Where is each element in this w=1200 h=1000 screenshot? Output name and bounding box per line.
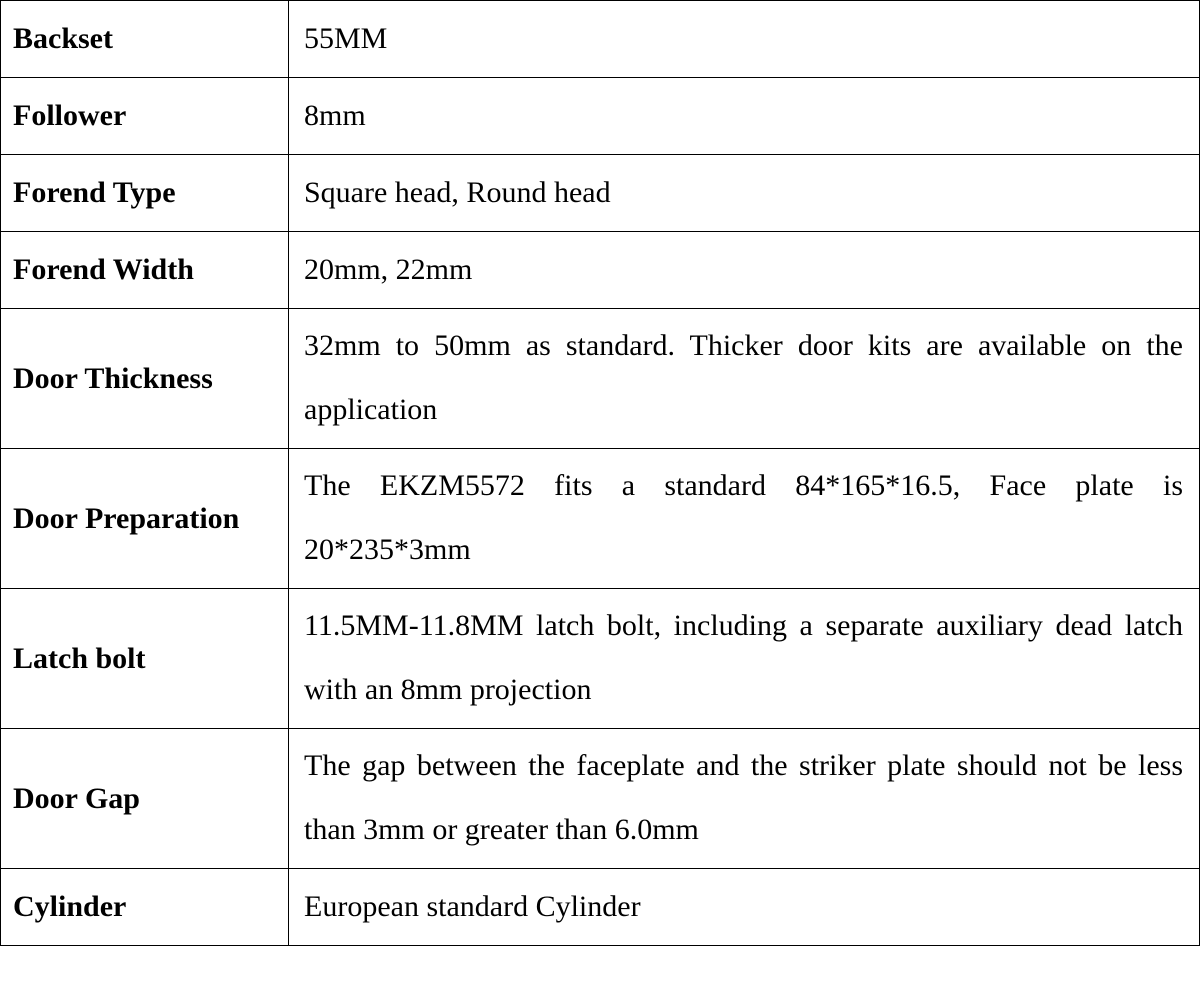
spec-value-text: Square head, Round head (304, 176, 611, 209)
spec-label: Cylinder (1, 869, 289, 946)
spec-label: Door Preparation (1, 449, 289, 589)
spec-label: Follower (1, 78, 289, 155)
spec-value (289, 589, 1200, 729)
spec-value (289, 155, 1200, 232)
spec-value (289, 78, 1200, 155)
spec-value (289, 449, 1200, 589)
spec-value-text: 32mm to 50mm as standard. Thicker door kits are available on the application (304, 328, 1183, 426)
table-row (1, 1, 1200, 78)
table-row (1, 78, 1200, 155)
spec-value-text: 55MM (304, 22, 388, 55)
spec-value (289, 729, 1200, 869)
spec-value-text: European standard Cylinder (304, 890, 641, 923)
spec-value (289, 309, 1200, 449)
table-row (1, 309, 1200, 449)
table-row (1, 589, 1200, 729)
spec-label: Forend Width (1, 232, 289, 309)
table-row (1, 155, 1200, 232)
table-row (1, 729, 1200, 869)
table-row (1, 232, 1200, 309)
table-row (1, 449, 1200, 589)
spec-value-text: 11.5MM-11.8MM latch bolt, including a separate auxiliary dead latch with an 8mm projection (304, 608, 1183, 706)
spec-value (289, 232, 1200, 309)
spec-value (289, 1, 1200, 78)
spec-label: Backset (1, 1, 289, 78)
spec-value-text: 20mm, 22mm (304, 253, 473, 286)
spec-value-text: 8mm (304, 99, 366, 132)
spec-label: Door Thickness (1, 309, 289, 449)
spec-value-text: The gap between the faceplate and the striker plate should not be less than 3mm or greater than 6.0mm (304, 748, 1183, 846)
spec-label: Forend Type (1, 155, 289, 232)
spec-value (289, 869, 1200, 946)
spec-label: Latch bolt (1, 589, 289, 729)
spec-value-text: The EKZM5572 fits a standard 84*165*16.5, Face plate is 20*235*3mm (304, 468, 1183, 566)
table-row (1, 869, 1200, 946)
spec-label: Door Gap (1, 729, 289, 869)
